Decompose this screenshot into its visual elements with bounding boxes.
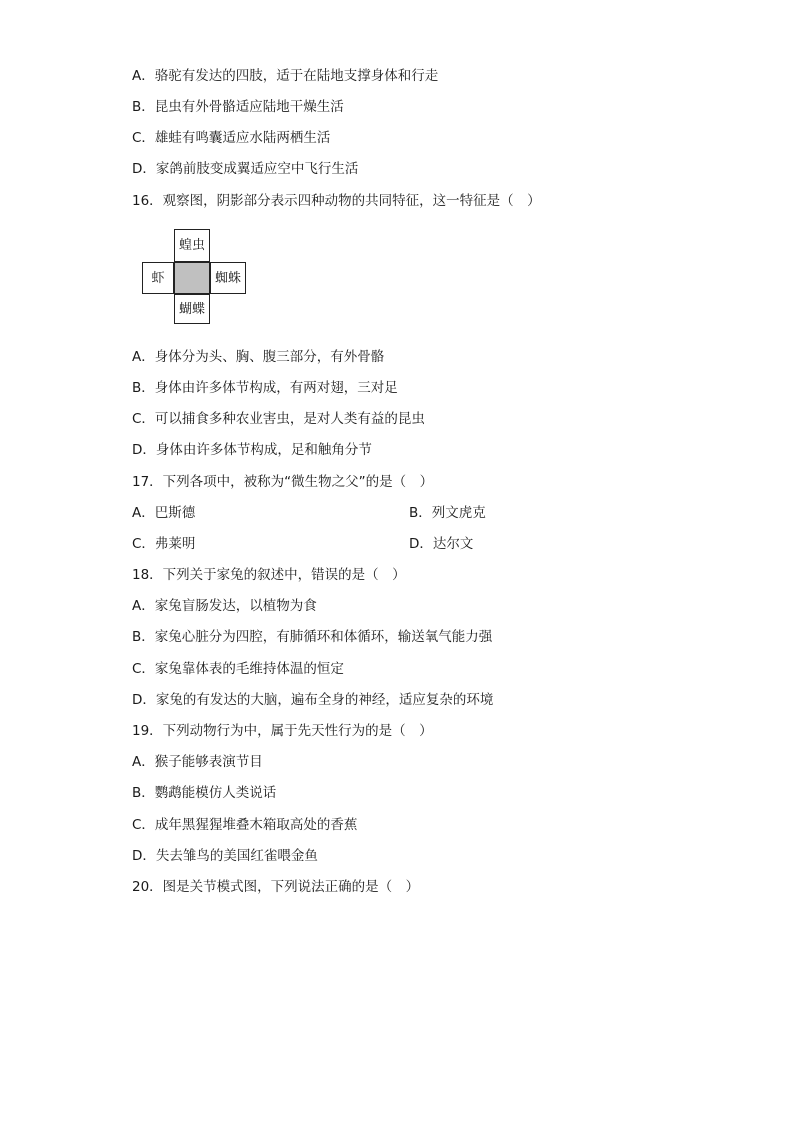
diagram-cell-locust: 蝗虫 bbox=[174, 229, 210, 262]
q17-option-c: C．弗莱明 bbox=[132, 536, 196, 552]
q18-option-d: D．家兔的有发达的大脑，遍布全身的神经，适应复杂的环境 bbox=[132, 692, 494, 708]
q19-option-d: D．失去雏鸟的美国红雀喂金鱼 bbox=[132, 848, 318, 864]
diagram-cell-butterfly: 蝴蝶 bbox=[174, 294, 210, 324]
diagram-shaded-common-area bbox=[174, 262, 210, 294]
q15-option-d: D．家鸽前肢变成翼适应空中飞行生活 bbox=[132, 161, 359, 177]
diagram-cell-shrimp: 虾 bbox=[142, 262, 174, 294]
q16-option-d: D．身体由许多体节构成，足和触角分节 bbox=[132, 442, 372, 458]
q18-stem: 18．下列关于家兔的叙述中，错误的是（ ） bbox=[132, 567, 406, 583]
q16-stem: 16．观察图，阴影部分表示四种动物的共同特征，这一特征是（ ） bbox=[132, 193, 541, 209]
q16-venn-cross-diagram bbox=[142, 229, 246, 324]
q16-option-c: C．可以捕食多种农业害虫，是对人类有益的昆虫 bbox=[132, 411, 425, 427]
q17-stem: 17．下列各项中，被称为“微生物之父”的是（ ） bbox=[132, 474, 434, 490]
q16-option-a: A．身体分为头、胸、腹三部分，有外骨骼 bbox=[132, 349, 385, 365]
q15-option-b: B．昆虫有外骨骼适应陆地干燥生活 bbox=[132, 99, 344, 115]
q19-option-c: C．成年黑猩猩堆叠木箱取高处的香蕉 bbox=[132, 817, 358, 833]
q17-option-a: A．巴斯德 bbox=[132, 505, 196, 521]
q18-option-b: B．家兔心脏分为四腔，有肺循环和体循环，输送氧气能力强 bbox=[132, 629, 493, 645]
q17-option-b: B．列文虎克 bbox=[409, 505, 486, 521]
q18-option-a: A．家兔盲肠发达，以植物为食 bbox=[132, 598, 317, 614]
diagram-cell-spider: 蜘蛛 bbox=[210, 262, 246, 294]
q19-option-b: B．鹦鹉能模仿人类说话 bbox=[132, 785, 277, 801]
q15-option-a: A．骆驼有发达的四肢，适于在陆地支撑身体和行走 bbox=[132, 68, 439, 84]
q19-option-a: A．猴子能够表演节目 bbox=[132, 754, 263, 770]
q16-option-b: B．身体由许多体节构成，有两对翅，三对足 bbox=[132, 380, 398, 396]
q18-option-c: C．家兔靠体表的毛维持体温的恒定 bbox=[132, 661, 344, 677]
q20-stem: 20．图是关节模式图，下列说法正确的是（ ） bbox=[132, 879, 420, 895]
q17-option-d: D．达尔文 bbox=[409, 536, 474, 552]
q19-stem: 19．下列动物行为中，属于先天性行为的是（ ） bbox=[132, 723, 433, 739]
q15-option-c: C．雄蛙有鸣囊适应水陆两栖生活 bbox=[132, 130, 331, 146]
